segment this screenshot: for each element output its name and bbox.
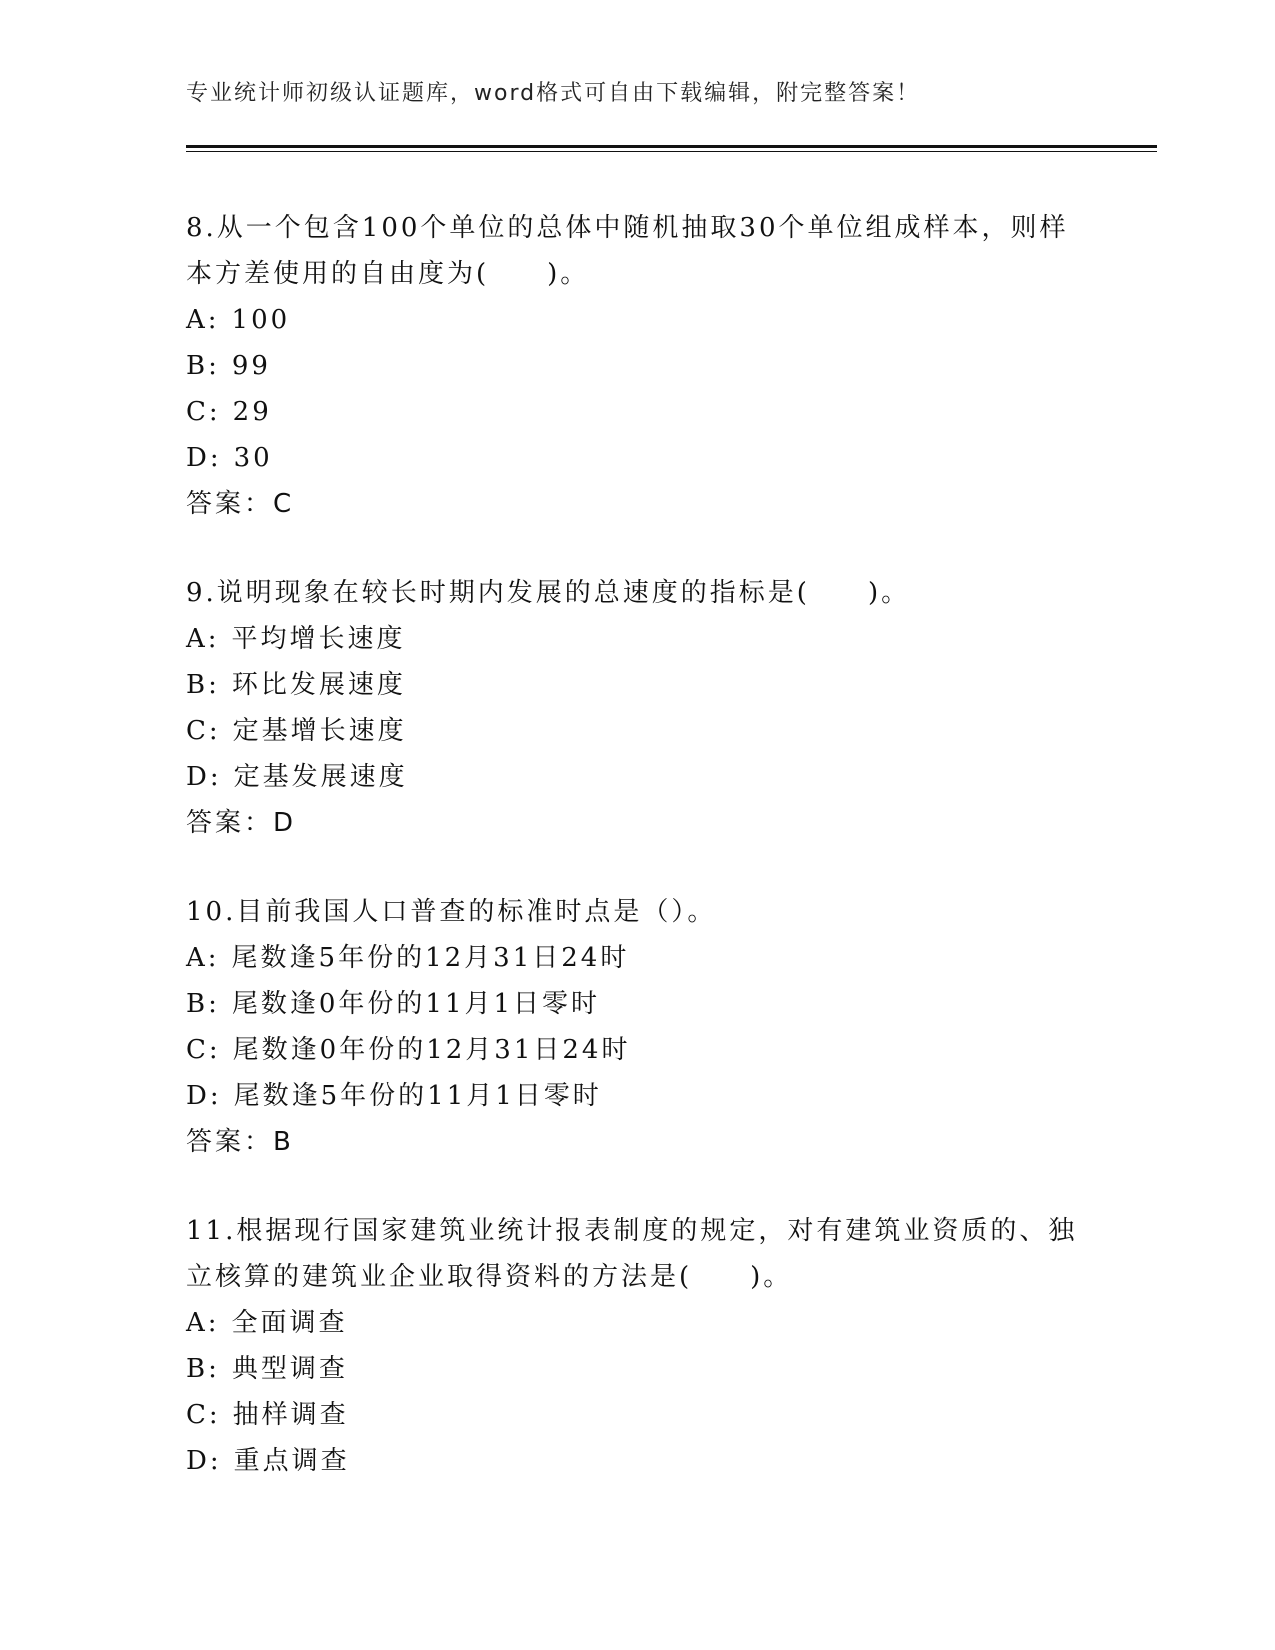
option-a	[186, 1300, 1086, 1346]
option-text: 典型调查	[231, 1354, 348, 1384]
option-text: 定基增长速度	[232, 716, 407, 746]
option-key: A:	[186, 624, 220, 654]
option-key: C:	[186, 716, 221, 746]
answer-label: 答案：B	[186, 1127, 294, 1157]
question-stem: 10.目前我国人口普查的标准时点是（）。	[186, 897, 717, 927]
option-text: 全面调查	[231, 1308, 348, 1338]
answer-label: 答案：D	[186, 808, 297, 838]
option-key: C:	[186, 1035, 221, 1065]
option-text: 29	[232, 397, 272, 427]
option-key: D:	[186, 1081, 222, 1111]
option-text: 30	[233, 443, 273, 473]
option-d	[186, 435, 1086, 481]
option-a	[186, 935, 1086, 981]
option-a	[186, 616, 1086, 662]
header-divider	[186, 145, 1157, 152]
option-key: A:	[186, 1308, 220, 1338]
question-stem: 9.说明现象在较长时期内发展的总速度的指标是( )。	[186, 578, 911, 608]
option-key: D:	[186, 762, 222, 792]
question-10	[186, 889, 1086, 1165]
question-stem: 8.从一个包含100个单位的总体中随机抽取30个单位组成样本，则样本方差使用的自由度为( )。	[186, 213, 1069, 289]
option-text: 定基发展速度	[233, 762, 408, 792]
option-key: B:	[186, 989, 220, 1019]
document-header: 专业统计师初级认证题库，word格式可自由下载编辑，附完整答案！	[186, 81, 921, 106]
option-a	[186, 297, 1086, 343]
option-text: 尾数逢0年份的11月1日零时	[231, 989, 601, 1019]
option-text: 环比发展速度	[231, 670, 406, 700]
option-b	[186, 343, 1086, 389]
option-d	[186, 1438, 1086, 1484]
option-c	[186, 389, 1086, 435]
option-key: B:	[186, 670, 220, 700]
option-key: D:	[186, 1446, 222, 1476]
option-key: A:	[186, 943, 220, 973]
option-text: 尾数逢5年份的11月1日零时	[233, 1081, 602, 1111]
question-11	[186, 1208, 1086, 1484]
option-text: 尾数逢0年份的12月31日24时	[232, 1035, 631, 1065]
option-key: B:	[186, 1354, 220, 1384]
option-b	[186, 1346, 1086, 1392]
option-c	[186, 1027, 1086, 1073]
option-c	[186, 708, 1086, 754]
option-b	[186, 981, 1086, 1027]
option-text: 平均增长速度	[231, 624, 406, 654]
option-key: A:	[186, 305, 220, 335]
option-key: C:	[186, 1400, 221, 1430]
option-text: 99	[231, 351, 271, 381]
answer-label: 答案：C	[186, 489, 295, 519]
option-text: 抽样调查	[232, 1400, 349, 1430]
option-key: B:	[186, 351, 220, 381]
question-8	[186, 205, 1086, 527]
question-stem: 11.根据现行国家建筑业统计报表制度的规定，对有建筑业资质的、独立核算的建筑业企业取得资料的方法是( )。	[186, 1216, 1078, 1292]
option-d	[186, 754, 1086, 800]
question-list	[186, 205, 1086, 1527]
option-key: C:	[186, 397, 221, 427]
option-text: 100	[231, 305, 291, 335]
option-d	[186, 1073, 1086, 1119]
option-c	[186, 1392, 1086, 1438]
question-9	[186, 570, 1086, 846]
option-text: 重点调查	[233, 1446, 350, 1476]
option-b	[186, 662, 1086, 708]
option-key: D:	[186, 443, 222, 473]
option-text: 尾数逢5年份的12月31日24时	[231, 943, 630, 973]
